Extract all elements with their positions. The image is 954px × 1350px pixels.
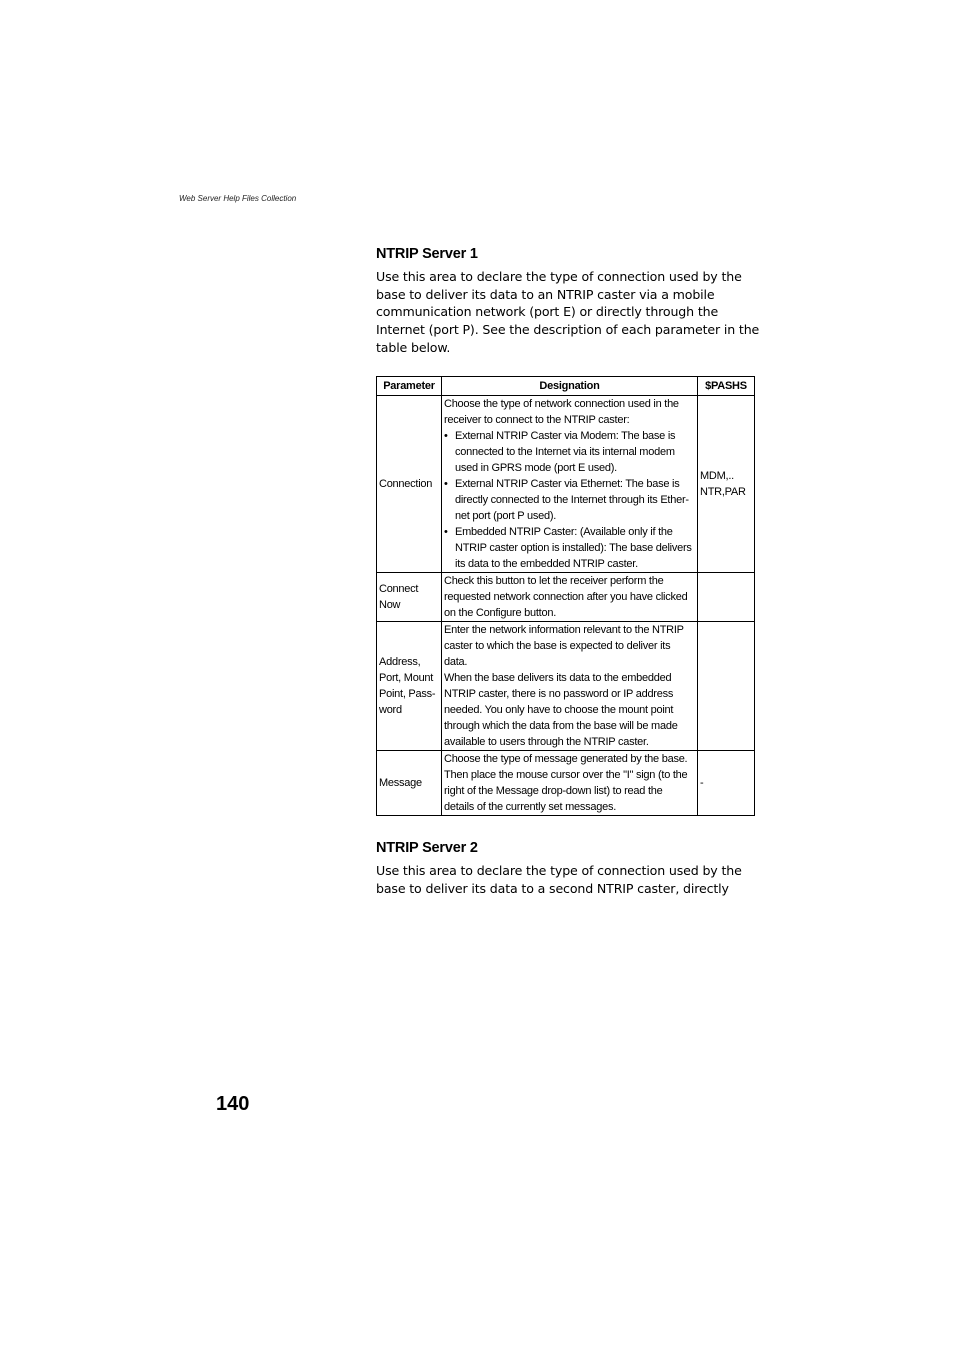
page-number: 140	[216, 1093, 250, 1115]
designation-text: its data to the embedded NTRIP caster.	[455, 558, 638, 570]
parameter-text: Point, Pass-	[379, 688, 436, 700]
parameter-table	[376, 376, 755, 816]
designation-text: right of the Message drop-down list) to read the	[444, 785, 663, 797]
table-body	[377, 396, 755, 816]
designation-text: details of the currently set messages.	[444, 801, 617, 813]
designation-text: Choose the type of message generated by the base.	[444, 753, 688, 765]
section-1-intro	[376, 268, 760, 357]
intro-line: base to deliver its data to an NTRIP caster via a mobile	[376, 286, 715, 302]
designation-text: data.	[444, 656, 468, 668]
intro-line: Internet (port P). See the description of each parameter in the	[376, 322, 760, 338]
section-heading-ntrip-server-2: NTRIP Server 2	[376, 840, 478, 856]
table-row	[377, 751, 755, 816]
pashs-text: -	[700, 777, 704, 789]
pashs-cell	[698, 573, 755, 622]
intro-line: Use this area to declare the type of connection used by the	[376, 863, 742, 878]
designation-text: Then place the mouse cursor over the "I" sign (to the	[444, 769, 688, 781]
designation-text: net port (port P used).	[455, 510, 557, 522]
table-row	[377, 622, 755, 751]
intro-line: table below.	[376, 339, 451, 355]
parameter-text: Message	[379, 777, 422, 789]
parameter-cell	[377, 751, 442, 816]
designation-text: NTRIP caster, there is no password or IP address	[444, 688, 674, 700]
designation-cell	[442, 396, 698, 573]
parameter-cell	[377, 573, 442, 622]
section-heading-ntrip-server-1: NTRIP Server 1	[376, 246, 478, 262]
pashs-text: MDM,..	[700, 470, 734, 482]
intro-line: communication network (port E) or directly through the	[376, 304, 719, 320]
intro-line: base to deliver its data to a second NTRIP caster, directly	[376, 880, 729, 896]
bullet-item: • External NTRIP Caster via Modem: The base is	[444, 428, 695, 444]
header-pashs: $PASHS	[698, 377, 755, 396]
designation-text: directly connected to the Internet through its Ether-	[455, 494, 689, 506]
designation-text: connected to the Internet via its internal modem	[455, 446, 675, 458]
table-header-row	[377, 377, 755, 396]
designation-text: Check this button to let the receiver perform the	[444, 575, 664, 587]
designation-text: on the Configure button.	[444, 607, 557, 619]
parameter-text: Address,	[379, 656, 421, 668]
header-parameter: Parameter	[377, 377, 442, 396]
designation-text: requested network connection after you have clicked	[444, 591, 688, 603]
designation-text: needed. You only have to choose the mount point	[444, 704, 674, 716]
pashs-cell	[698, 622, 755, 751]
parameter-text: Connect	[379, 583, 419, 595]
designation-text: through which the data from the base will be made	[444, 720, 678, 732]
header-designation: Designation	[442, 377, 698, 396]
designation-text: Enter the network information relevant to the NTRIP	[444, 624, 684, 636]
designation-text: available to users through the NTRIP caster.	[444, 736, 649, 748]
pashs-text: NTR,PAR	[700, 486, 746, 498]
designation-text: NTRIP caster option is installed): The base delivers	[455, 542, 692, 554]
designation-text: caster to which the base is expected to deliver its	[444, 640, 671, 652]
bullet-item: • External NTRIP Caster via Ethernet: The base is	[444, 476, 695, 492]
table-row	[377, 396, 755, 573]
designation-cell	[442, 622, 698, 751]
running-header: Web Server Help Files Collection	[179, 194, 297, 203]
designation-text: receiver to connect to the NTRIP caster:	[444, 414, 630, 426]
pashs-cell	[698, 396, 755, 573]
designation-cell	[442, 751, 698, 816]
pashs-cell	[698, 751, 755, 816]
section-2-intro	[376, 862, 756, 897]
designation-text: used in GPRS mode (port E used).	[455, 462, 617, 474]
parameter-text: Now	[379, 599, 401, 611]
designation-cell	[442, 573, 698, 622]
intro-line: Use this area to declare the type of connection used by the	[376, 269, 742, 284]
designation-text: When the base delivers its data to the embedded	[444, 672, 672, 684]
parameter-cell	[377, 622, 442, 751]
designation-text: Choose the type of network connection used in the	[444, 398, 679, 410]
bullet-item: • Embedded NTRIP Caster: (Available only if the	[444, 524, 695, 540]
parameter-text: Port, Mount	[379, 672, 434, 684]
table-row	[377, 573, 755, 622]
parameter-text: word	[379, 704, 402, 716]
parameter-cell	[377, 396, 442, 573]
parameter-text: Connection	[379, 478, 433, 490]
